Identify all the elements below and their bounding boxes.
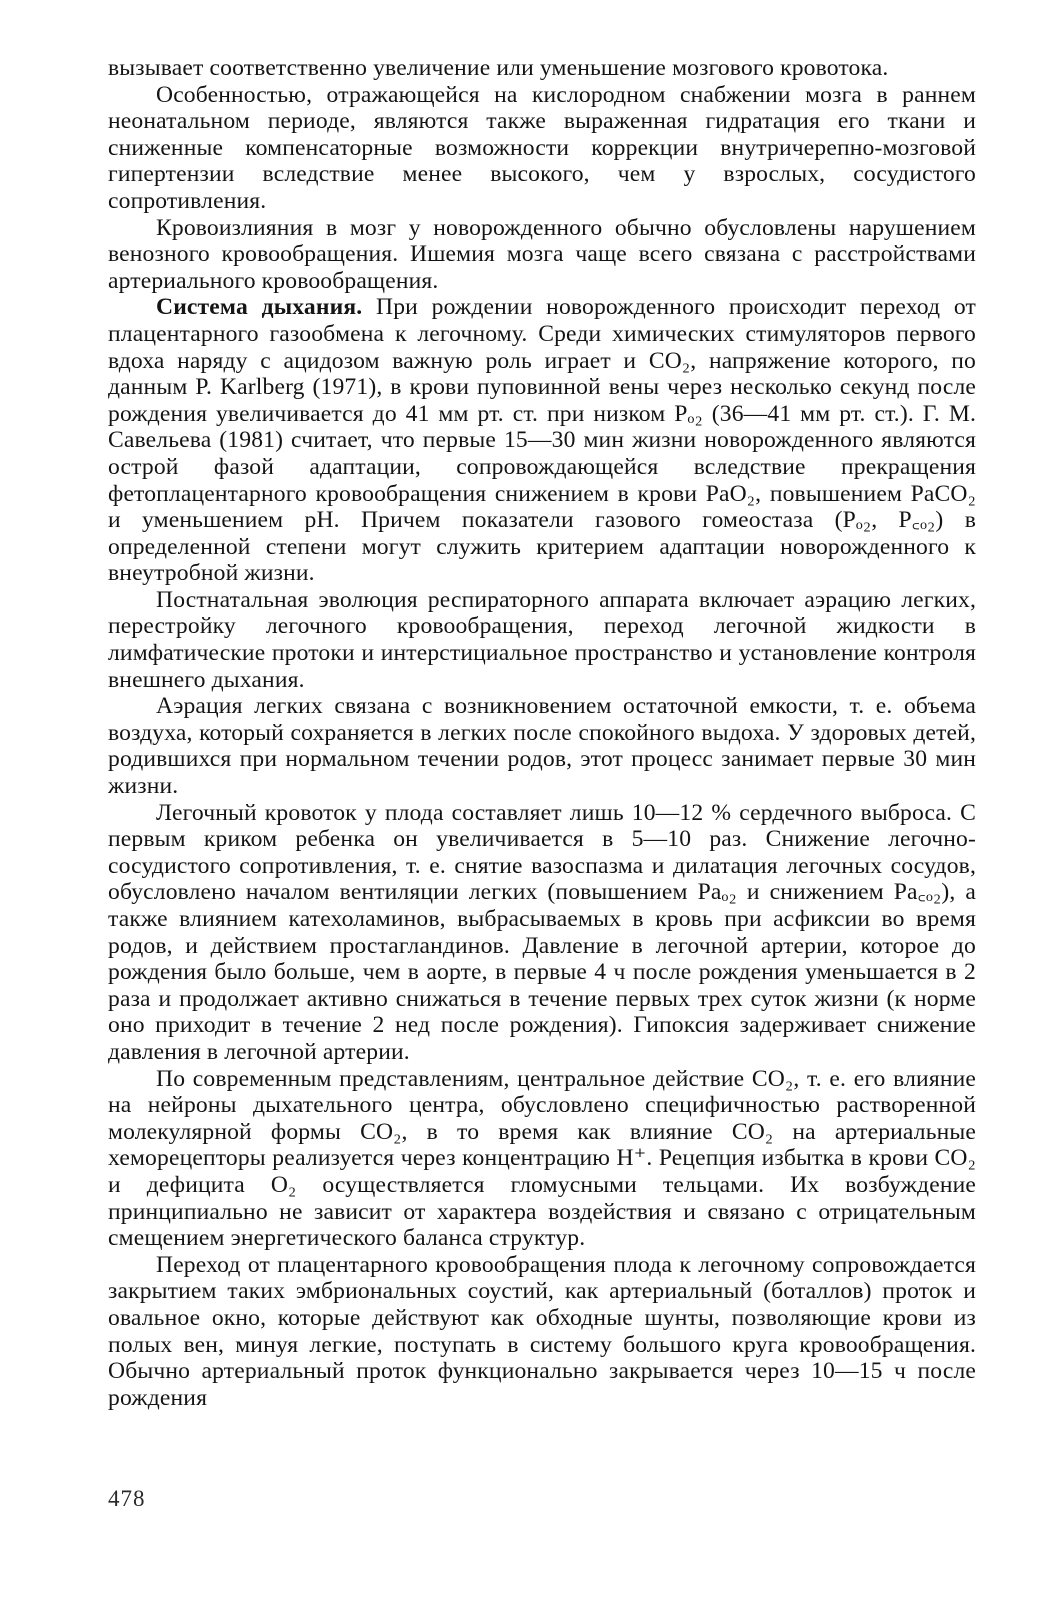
paragraph-3-text: Кровоизлияния в мозг у новорожденного обычно обусловлены нарушением венозного кровообращения. Ишемия мозга чаще всего связана с расстройствами артериального кровообращения. — [108, 214, 976, 294]
paragraph-1-text: вызывает соответственно увеличение или уменьшение мозгового кровотока. — [108, 55, 889, 81]
paragraph-6 — [108, 693, 976, 799]
paragraph-6-text: Аэрация легких связана с возникновением остаточной емкости, т. е. объема воздуха, который сохраняется в легких после спокойного выдоха. У здоровых детей, родившихся при нормальном течении родов, этот процесс занимает первые 30 мин жизни. — [108, 693, 976, 800]
paragraph-2-text: Особенностью, отражающейся на кислородном снабжении мозга в раннем неонатальном периоде, являются также выраженная гидратация его ткани и сниженные компенсаторные возможности коррекции внутричерепно-мозговой гипертензии вследствие менее высокого, чем у взрослых, сосудистого сопротивления. — [108, 81, 976, 214]
paragraph-9 — [108, 1252, 976, 1412]
paragraph-1 — [108, 55, 976, 82]
paragraph-7 — [108, 800, 976, 1066]
page-body — [108, 55, 976, 1411]
paragraph-8-text: По современным представлениям, центральное действие CO₂, т. е. его влияние на нейроны дыхательного центра, обусловлено специфичностью растворенной молекулярной формы CO₂, в то время как влияние CO₂ на артериальные хеморецепторы реализуется через концентрацию H⁺. Рецепция избытка в крови CO₂ и дефицита O₂ осуществляется гломусными тельцами. Их возбуждение принципиально не зависит от характера воздействия и связано с отрицательным смещением энергетического баланса структур. — [108, 1065, 976, 1252]
paragraph-2 — [108, 82, 976, 215]
paragraph-5 — [108, 587, 976, 693]
page-number: 478 — [108, 1486, 146, 1511]
paragraph-9-text: Переход от плацентарного кровообращения плода к легочному сопровождается закрытием таких эмбриональных соустий, как артериальный (боталлов) проток и овальное окно, которые действуют как обходные шунты, позволяющие крови из полых вен, минуя легкие, поступать в систему большого круга кровообращения. Обычно артериальный проток функционально закрывается через 10—15 ч после рождения — [108, 1251, 976, 1411]
paragraph-4-text: При рождении новорожденного происходит переход от плацентарного газообмена к легочному. Среди химических стимуляторов первого вдоха наряду с ацидозом важную роль играет и CO₂, напряжение которого, по данным P. Karlberg (1971), в крови пуповинной вены через несколько секунд после рождения увеличивается до 41 мм рт. ст. при низком Pₒ₂ (36—41 мм рт. ст.). Г. М. Савельева (1981) считает, что первые 15—30 мин жизни новорожденного являются острой фазой адаптации, сопровождающейся вследствие прекращения фетоплацентарного кровообращения снижением в крови PaO₂, повышением PaCO₂ и уменьшением pH. Причем показатели газового гомеостаза (Pₒ₂, P꜀ₒ₂) в определенной степени могут служить критерием адаптации новорожденного к внеутробной жизни. — [108, 294, 976, 587]
paragraph-7-text: Легочный кровоток у плода составляет лишь 10—12 % сердечного выброса. С первым криком ребенка он увеличивается в 5—10 раз. Снижение легочно-сосудистого сопротивления, т. е. снятие вазоспазма и дилатация легочных сосудов, обусловлено началом вентиляции легких (повышением Paₒ₂ и снижением Pa꜀ₒ₂), а также влиянием катехоламинов, выбрасываемых в кровь при асфиксии во время родов, и действием простагландинов. Давление в легочной артерии, которое до рождения было больше, чем в аорте, в первые 4 ч после рождения уменьшается в 2 раза и продолжает активно снижаться в течение первых трех суток жизни (к норме оно приходит в течение 2 нед после рождения). Гипоксия задерживает снижение давления в легочной артерии. — [108, 799, 976, 1065]
paragraph-4 — [108, 294, 976, 587]
paragraph-3 — [108, 215, 976, 295]
paragraph-8 — [108, 1066, 976, 1252]
section-heading-respiratory-system: Система дыхания. — [156, 294, 363, 321]
paragraph-5-text: Постнатальная эволюция респираторного аппарата включает аэрацию легких, перестройку легочного кровообращения, переход легочной жидкости в лимфатические протоки и интерстициальное пространство и установление контроля внешнего дыхания. — [108, 586, 976, 693]
